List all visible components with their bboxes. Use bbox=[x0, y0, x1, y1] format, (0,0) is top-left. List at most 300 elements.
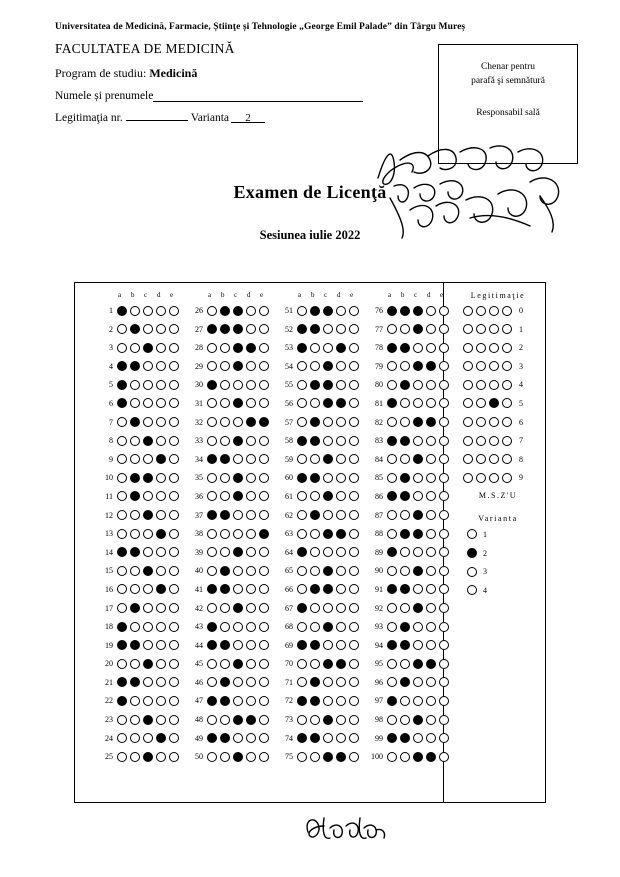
answer-bubble-e[interactable] bbox=[259, 603, 269, 613]
answer-bubble-e[interactable] bbox=[349, 677, 359, 687]
answer-bubble-c[interactable] bbox=[233, 398, 243, 408]
legitimatie-bubble[interactable] bbox=[489, 324, 499, 334]
answer-bubble-c[interactable] bbox=[323, 361, 333, 371]
answer-bubble-c[interactable] bbox=[413, 529, 423, 539]
legitimatie-bubble[interactable] bbox=[489, 343, 499, 353]
answer-bubble-b[interactable] bbox=[310, 380, 320, 390]
answer-bubble-d[interactable] bbox=[426, 603, 436, 613]
answer-bubble-e[interactable] bbox=[349, 454, 359, 464]
answer-bubble-a[interactable] bbox=[117, 361, 127, 371]
answer-bubble-d[interactable] bbox=[336, 603, 346, 613]
answer-bubble-e[interactable] bbox=[259, 324, 269, 334]
answer-bubble-e[interactable] bbox=[349, 547, 359, 557]
answer-bubble-b[interactable] bbox=[220, 622, 230, 632]
answer-bubble-e[interactable] bbox=[259, 454, 269, 464]
answer-bubble-b[interactable] bbox=[400, 398, 410, 408]
answer-bubble-e[interactable] bbox=[169, 622, 179, 632]
legitimatie-bubble[interactable] bbox=[489, 436, 499, 446]
answer-bubble-e[interactable] bbox=[349, 566, 359, 576]
answer-bubble-b[interactable] bbox=[130, 454, 140, 464]
answer-bubble-b[interactable] bbox=[400, 659, 410, 669]
answer-bubble-c[interactable] bbox=[413, 733, 423, 743]
answer-bubble-e[interactable] bbox=[169, 529, 179, 539]
answer-bubble-c[interactable] bbox=[413, 417, 423, 427]
answer-bubble-b[interactable] bbox=[310, 454, 320, 464]
answer-bubble-e[interactable] bbox=[259, 584, 269, 594]
answer-bubble-a[interactable] bbox=[387, 306, 397, 316]
answer-bubble-b[interactable] bbox=[220, 659, 230, 669]
answer-bubble-b[interactable] bbox=[400, 733, 410, 743]
answer-bubble-a[interactable] bbox=[207, 696, 217, 706]
answer-bubble-e[interactable] bbox=[439, 529, 449, 539]
legitimatie-bubble[interactable] bbox=[463, 324, 473, 334]
answer-bubble-d[interactable] bbox=[336, 696, 346, 706]
answer-bubble-a[interactable] bbox=[297, 491, 307, 501]
answer-bubble-b[interactable] bbox=[400, 454, 410, 464]
answer-bubble-e[interactable] bbox=[259, 696, 269, 706]
answer-bubble-e[interactable] bbox=[259, 622, 269, 632]
answer-bubble-a[interactable] bbox=[207, 324, 217, 334]
answer-bubble-c[interactable] bbox=[233, 733, 243, 743]
answer-bubble-d[interactable] bbox=[426, 659, 436, 669]
answer-bubble-d[interactable] bbox=[246, 677, 256, 687]
answer-bubble-d[interactable] bbox=[426, 380, 436, 390]
answer-bubble-d[interactable] bbox=[336, 324, 346, 334]
answer-bubble-a[interactable] bbox=[207, 659, 217, 669]
legitimatie-bubble[interactable] bbox=[489, 380, 499, 390]
answer-bubble-b[interactable] bbox=[220, 398, 230, 408]
answer-bubble-c[interactable] bbox=[233, 752, 243, 762]
answer-bubble-b[interactable] bbox=[400, 436, 410, 446]
answer-bubble-a[interactable] bbox=[297, 324, 307, 334]
answer-bubble-e[interactable] bbox=[349, 417, 359, 427]
answer-bubble-b[interactable] bbox=[400, 752, 410, 762]
answer-bubble-d[interactable] bbox=[336, 715, 346, 725]
answer-bubble-a[interactable] bbox=[207, 343, 217, 353]
answer-bubble-a[interactable] bbox=[207, 454, 217, 464]
answer-bubble-a[interactable] bbox=[207, 529, 217, 539]
answer-bubble-a[interactable] bbox=[387, 343, 397, 353]
answer-bubble-a[interactable] bbox=[297, 473, 307, 483]
answer-bubble-b[interactable] bbox=[400, 547, 410, 557]
answer-bubble-e[interactable] bbox=[439, 547, 449, 557]
answer-bubble-c[interactable] bbox=[323, 324, 333, 334]
answer-bubble-a[interactable] bbox=[387, 677, 397, 687]
answer-bubble-b[interactable] bbox=[310, 343, 320, 353]
answer-bubble-e[interactable] bbox=[439, 752, 449, 762]
answer-bubble-a[interactable] bbox=[297, 529, 307, 539]
answer-bubble-b[interactable] bbox=[220, 436, 230, 446]
answer-bubble-c[interactable] bbox=[233, 529, 243, 539]
answer-bubble-b[interactable] bbox=[220, 473, 230, 483]
answer-bubble-b[interactable] bbox=[220, 417, 230, 427]
answer-bubble-c[interactable] bbox=[233, 380, 243, 390]
answer-bubble-c[interactable] bbox=[233, 454, 243, 464]
answer-bubble-a[interactable] bbox=[117, 584, 127, 594]
answer-bubble-d[interactable] bbox=[426, 622, 436, 632]
answer-bubble-d[interactable] bbox=[156, 491, 166, 501]
answer-bubble-a[interactable] bbox=[387, 659, 397, 669]
answer-bubble-d[interactable] bbox=[336, 417, 346, 427]
answer-bubble-d[interactable] bbox=[156, 566, 166, 576]
answer-bubble-e[interactable] bbox=[349, 584, 359, 594]
answer-bubble-a[interactable] bbox=[297, 622, 307, 632]
answer-bubble-e[interactable] bbox=[349, 603, 359, 613]
answer-bubble-a[interactable] bbox=[387, 361, 397, 371]
answer-bubble-c[interactable] bbox=[323, 733, 333, 743]
answer-bubble-d[interactable] bbox=[156, 454, 166, 464]
answer-bubble-c[interactable] bbox=[413, 398, 423, 408]
answer-bubble-b[interactable] bbox=[220, 677, 230, 687]
answer-bubble-e[interactable] bbox=[169, 454, 179, 464]
answer-bubble-d[interactable] bbox=[156, 324, 166, 334]
answer-bubble-a[interactable] bbox=[207, 436, 217, 446]
legitimatie-bubble[interactable] bbox=[476, 398, 486, 408]
answer-bubble-e[interactable] bbox=[349, 380, 359, 390]
answer-bubble-c[interactable] bbox=[143, 529, 153, 539]
legitimatie-bubble[interactable] bbox=[502, 324, 512, 334]
answer-bubble-d[interactable] bbox=[336, 547, 346, 557]
answer-bubble-b[interactable] bbox=[130, 343, 140, 353]
answer-bubble-d[interactable] bbox=[246, 622, 256, 632]
answer-bubble-d[interactable] bbox=[336, 361, 346, 371]
answer-bubble-a[interactable] bbox=[207, 640, 217, 650]
answer-bubble-e[interactable] bbox=[439, 715, 449, 725]
answer-bubble-d[interactable] bbox=[246, 547, 256, 557]
answer-bubble-a[interactable] bbox=[387, 752, 397, 762]
answer-bubble-d[interactable] bbox=[426, 677, 436, 687]
answer-bubble-e[interactable] bbox=[439, 677, 449, 687]
answer-bubble-a[interactable] bbox=[297, 696, 307, 706]
answer-bubble-c[interactable] bbox=[323, 473, 333, 483]
answer-bubble-e[interactable] bbox=[259, 343, 269, 353]
answer-bubble-b[interactable] bbox=[130, 491, 140, 501]
answer-bubble-d[interactable] bbox=[336, 473, 346, 483]
answer-bubble-d[interactable] bbox=[246, 603, 256, 613]
answer-bubble-e[interactable] bbox=[439, 436, 449, 446]
answer-bubble-e[interactable] bbox=[259, 473, 269, 483]
answer-bubble-b[interactable] bbox=[130, 715, 140, 725]
answer-bubble-a[interactable] bbox=[387, 566, 397, 576]
legitimatie-bubble[interactable] bbox=[502, 436, 512, 446]
answer-bubble-a[interactable] bbox=[117, 343, 127, 353]
answer-bubble-c[interactable] bbox=[323, 380, 333, 390]
answer-bubble-a[interactable] bbox=[117, 622, 127, 632]
answer-bubble-e[interactable] bbox=[169, 417, 179, 427]
answer-bubble-d[interactable] bbox=[336, 343, 346, 353]
answer-bubble-b[interactable] bbox=[310, 491, 320, 501]
answer-bubble-d[interactable] bbox=[246, 491, 256, 501]
answer-bubble-e[interactable] bbox=[169, 510, 179, 520]
answer-bubble-d[interactable] bbox=[426, 417, 436, 427]
answer-bubble-e[interactable] bbox=[259, 640, 269, 650]
answer-bubble-b[interactable] bbox=[220, 454, 230, 464]
answer-bubble-c[interactable] bbox=[323, 306, 333, 316]
answer-bubble-e[interactable] bbox=[259, 361, 269, 371]
answer-bubble-e[interactable] bbox=[439, 622, 449, 632]
answer-bubble-c[interactable] bbox=[413, 380, 423, 390]
answer-bubble-a[interactable] bbox=[117, 752, 127, 762]
answer-bubble-d[interactable] bbox=[156, 603, 166, 613]
answer-bubble-d[interactable] bbox=[246, 659, 256, 669]
answer-bubble-d[interactable] bbox=[246, 473, 256, 483]
answer-bubble-c[interactable] bbox=[143, 752, 153, 762]
answer-bubble-a[interactable] bbox=[297, 733, 307, 743]
answer-bubble-c[interactable] bbox=[413, 715, 423, 725]
answer-bubble-b[interactable] bbox=[310, 733, 320, 743]
answer-bubble-e[interactable] bbox=[349, 361, 359, 371]
answer-bubble-c[interactable] bbox=[143, 343, 153, 353]
answer-bubble-d[interactable] bbox=[336, 454, 346, 464]
answer-bubble-b[interactable] bbox=[130, 566, 140, 576]
answer-bubble-d[interactable] bbox=[246, 640, 256, 650]
answer-bubble-d[interactable] bbox=[426, 324, 436, 334]
answer-bubble-e[interactable] bbox=[259, 306, 269, 316]
answer-bubble-a[interactable] bbox=[387, 715, 397, 725]
answer-bubble-c[interactable] bbox=[233, 436, 243, 446]
answer-bubble-a[interactable] bbox=[207, 715, 217, 725]
answer-bubble-d[interactable] bbox=[156, 436, 166, 446]
answer-bubble-c[interactable] bbox=[233, 584, 243, 594]
answer-bubble-a[interactable] bbox=[387, 733, 397, 743]
answer-bubble-c[interactable] bbox=[143, 622, 153, 632]
answer-bubble-d[interactable] bbox=[156, 752, 166, 762]
answer-bubble-b[interactable] bbox=[400, 622, 410, 632]
answer-bubble-c[interactable] bbox=[143, 603, 153, 613]
answer-bubble-a[interactable] bbox=[207, 733, 217, 743]
answer-bubble-c[interactable] bbox=[233, 696, 243, 706]
answer-bubble-a[interactable] bbox=[297, 306, 307, 316]
answer-bubble-a[interactable] bbox=[117, 436, 127, 446]
answer-bubble-d[interactable] bbox=[156, 622, 166, 632]
answer-bubble-c[interactable] bbox=[413, 659, 423, 669]
legitimatie-bubble[interactable] bbox=[476, 324, 486, 334]
answer-bubble-b[interactable] bbox=[310, 417, 320, 427]
answer-bubble-a[interactable] bbox=[117, 603, 127, 613]
answer-bubble-d[interactable] bbox=[336, 659, 346, 669]
answer-bubble-e[interactable] bbox=[439, 510, 449, 520]
answer-bubble-a[interactable] bbox=[117, 547, 127, 557]
name-input-rule[interactable] bbox=[153, 91, 363, 102]
legitimatie-bubble[interactable] bbox=[489, 473, 499, 483]
answer-bubble-c[interactable] bbox=[413, 473, 423, 483]
answer-bubble-b[interactable] bbox=[130, 380, 140, 390]
answer-bubble-c[interactable] bbox=[233, 324, 243, 334]
answer-bubble-c[interactable] bbox=[323, 529, 333, 539]
answer-bubble-c[interactable] bbox=[413, 324, 423, 334]
answer-bubble-c[interactable] bbox=[143, 417, 153, 427]
answer-bubble-a[interactable] bbox=[387, 529, 397, 539]
answer-bubble-a[interactable] bbox=[117, 659, 127, 669]
answer-bubble-a[interactable] bbox=[297, 584, 307, 594]
answer-bubble-e[interactable] bbox=[439, 696, 449, 706]
answer-bubble-a[interactable] bbox=[207, 510, 217, 520]
answer-bubble-c[interactable] bbox=[413, 436, 423, 446]
answer-bubble-a[interactable] bbox=[297, 380, 307, 390]
answer-bubble-b[interactable] bbox=[310, 547, 320, 557]
legitimatie-bubble[interactable] bbox=[476, 380, 486, 390]
variant-value[interactable]: 2 bbox=[231, 112, 265, 123]
answer-bubble-a[interactable] bbox=[297, 603, 307, 613]
legitimatie-bubble[interactable] bbox=[502, 473, 512, 483]
answer-bubble-e[interactable] bbox=[439, 361, 449, 371]
legitimatie-bubble[interactable] bbox=[476, 454, 486, 464]
answer-bubble-e[interactable] bbox=[439, 584, 449, 594]
answer-bubble-e[interactable] bbox=[169, 436, 179, 446]
answer-bubble-c[interactable] bbox=[143, 715, 153, 725]
answer-bubble-d[interactable] bbox=[426, 436, 436, 446]
answer-bubble-d[interactable] bbox=[156, 547, 166, 557]
answer-bubble-b[interactable] bbox=[220, 361, 230, 371]
answer-bubble-d[interactable] bbox=[246, 584, 256, 594]
answer-bubble-d[interactable] bbox=[336, 436, 346, 446]
answer-bubble-e[interactable] bbox=[439, 324, 449, 334]
answer-bubble-d[interactable] bbox=[336, 677, 346, 687]
answer-bubble-d[interactable] bbox=[246, 454, 256, 464]
answer-bubble-e[interactable] bbox=[169, 473, 179, 483]
answer-bubble-e[interactable] bbox=[169, 361, 179, 371]
answer-bubble-e[interactable] bbox=[349, 715, 359, 725]
answer-bubble-e[interactable] bbox=[439, 659, 449, 669]
answer-bubble-d[interactable] bbox=[246, 566, 256, 576]
answer-bubble-b[interactable] bbox=[400, 417, 410, 427]
answer-bubble-d[interactable] bbox=[426, 398, 436, 408]
answer-bubble-e[interactable] bbox=[169, 398, 179, 408]
answer-bubble-b[interactable] bbox=[310, 398, 320, 408]
answer-bubble-e[interactable] bbox=[259, 417, 269, 427]
answer-bubble-a[interactable] bbox=[297, 436, 307, 446]
answer-bubble-c[interactable] bbox=[323, 510, 333, 520]
answer-bubble-c[interactable] bbox=[143, 454, 153, 464]
answer-bubble-c[interactable] bbox=[323, 398, 333, 408]
answer-bubble-e[interactable] bbox=[349, 659, 359, 669]
answer-bubble-e[interactable] bbox=[259, 398, 269, 408]
answer-bubble-c[interactable] bbox=[233, 361, 243, 371]
answer-bubble-e[interactable] bbox=[439, 343, 449, 353]
answer-bubble-b[interactable] bbox=[220, 380, 230, 390]
answer-bubble-a[interactable] bbox=[207, 622, 217, 632]
answer-bubble-a[interactable] bbox=[207, 677, 217, 687]
answer-bubble-a[interactable] bbox=[387, 584, 397, 594]
answer-bubble-b[interactable] bbox=[400, 306, 410, 316]
answer-bubble-e[interactable] bbox=[259, 436, 269, 446]
answer-bubble-e[interactable] bbox=[439, 417, 449, 427]
legitimatie-bubble[interactable] bbox=[463, 454, 473, 464]
answer-bubble-a[interactable] bbox=[117, 491, 127, 501]
answer-bubble-d[interactable] bbox=[426, 715, 436, 725]
answer-bubble-b[interactable] bbox=[130, 529, 140, 539]
answer-bubble-c[interactable] bbox=[233, 306, 243, 316]
answer-bubble-e[interactable] bbox=[349, 696, 359, 706]
answer-bubble-a[interactable] bbox=[117, 324, 127, 334]
answer-bubble-a[interactable] bbox=[207, 566, 217, 576]
answer-bubble-d[interactable] bbox=[426, 696, 436, 706]
answer-bubble-a[interactable] bbox=[297, 417, 307, 427]
answer-bubble-d[interactable] bbox=[246, 696, 256, 706]
varianta-bubble-3[interactable] bbox=[467, 567, 477, 577]
answer-bubble-c[interactable] bbox=[323, 584, 333, 594]
answer-bubble-a[interactable] bbox=[297, 752, 307, 762]
answer-bubble-e[interactable] bbox=[439, 733, 449, 743]
answer-bubble-b[interactable] bbox=[130, 696, 140, 706]
answer-bubble-d[interactable] bbox=[426, 491, 436, 501]
legitimatie-bubble[interactable] bbox=[489, 417, 499, 427]
answer-bubble-e[interactable] bbox=[349, 436, 359, 446]
answer-bubble-c[interactable] bbox=[233, 603, 243, 613]
answer-bubble-c[interactable] bbox=[233, 715, 243, 725]
answer-bubble-e[interactable] bbox=[349, 491, 359, 501]
answer-bubble-d[interactable] bbox=[156, 733, 166, 743]
answer-bubble-b[interactable] bbox=[220, 324, 230, 334]
answer-bubble-b[interactable] bbox=[400, 324, 410, 334]
answer-bubble-a[interactable] bbox=[387, 436, 397, 446]
answer-bubble-d[interactable] bbox=[156, 659, 166, 669]
answer-bubble-b[interactable] bbox=[130, 398, 140, 408]
answer-bubble-b[interactable] bbox=[130, 584, 140, 594]
answer-bubble-c[interactable] bbox=[233, 417, 243, 427]
answer-bubble-d[interactable] bbox=[336, 622, 346, 632]
answer-bubble-e[interactable] bbox=[439, 454, 449, 464]
answer-bubble-b[interactable] bbox=[220, 343, 230, 353]
answer-bubble-d[interactable] bbox=[156, 715, 166, 725]
answer-bubble-b[interactable] bbox=[130, 733, 140, 743]
answer-bubble-c[interactable] bbox=[413, 696, 423, 706]
answer-bubble-b[interactable] bbox=[220, 752, 230, 762]
legitimatie-bubble[interactable] bbox=[463, 436, 473, 446]
answer-bubble-c[interactable] bbox=[323, 715, 333, 725]
answer-bubble-a[interactable] bbox=[387, 640, 397, 650]
answer-bubble-c[interactable] bbox=[143, 380, 153, 390]
answer-bubble-d[interactable] bbox=[426, 454, 436, 464]
answer-bubble-d[interactable] bbox=[336, 584, 346, 594]
answer-bubble-e[interactable] bbox=[349, 622, 359, 632]
answer-bubble-b[interactable] bbox=[310, 677, 320, 687]
answer-bubble-e[interactable] bbox=[259, 510, 269, 520]
answer-bubble-b[interactable] bbox=[130, 603, 140, 613]
answer-bubble-c[interactable] bbox=[143, 547, 153, 557]
answer-bubble-b[interactable] bbox=[310, 436, 320, 446]
answer-bubble-d[interactable] bbox=[246, 510, 256, 520]
answer-bubble-e[interactable] bbox=[169, 752, 179, 762]
answer-bubble-b[interactable] bbox=[400, 361, 410, 371]
legitimatie-bubble[interactable] bbox=[489, 361, 499, 371]
answer-bubble-c[interactable] bbox=[233, 473, 243, 483]
answer-bubble-b[interactable] bbox=[220, 547, 230, 557]
answer-bubble-b[interactable] bbox=[310, 361, 320, 371]
answer-bubble-c[interactable] bbox=[143, 584, 153, 594]
answer-bubble-a[interactable] bbox=[207, 398, 217, 408]
answer-bubble-b[interactable] bbox=[400, 473, 410, 483]
answer-bubble-d[interactable] bbox=[246, 733, 256, 743]
answer-bubble-b[interactable] bbox=[220, 306, 230, 316]
answer-bubble-d[interactable] bbox=[426, 473, 436, 483]
answer-bubble-a[interactable] bbox=[387, 696, 397, 706]
answer-bubble-d[interactable] bbox=[156, 640, 166, 650]
answer-bubble-a[interactable] bbox=[207, 306, 217, 316]
answer-bubble-a[interactable] bbox=[387, 454, 397, 464]
answer-bubble-e[interactable] bbox=[349, 529, 359, 539]
answer-bubble-c[interactable] bbox=[413, 622, 423, 632]
answer-bubble-b[interactable] bbox=[130, 547, 140, 557]
answer-bubble-b[interactable] bbox=[220, 640, 230, 650]
legitimatie-bubble[interactable] bbox=[463, 380, 473, 390]
answer-bubble-a[interactable] bbox=[387, 510, 397, 520]
answer-bubble-c[interactable] bbox=[233, 677, 243, 687]
answer-bubble-b[interactable] bbox=[130, 752, 140, 762]
answer-bubble-c[interactable] bbox=[323, 417, 333, 427]
answer-bubble-d[interactable] bbox=[336, 510, 346, 520]
answer-bubble-e[interactable] bbox=[169, 380, 179, 390]
